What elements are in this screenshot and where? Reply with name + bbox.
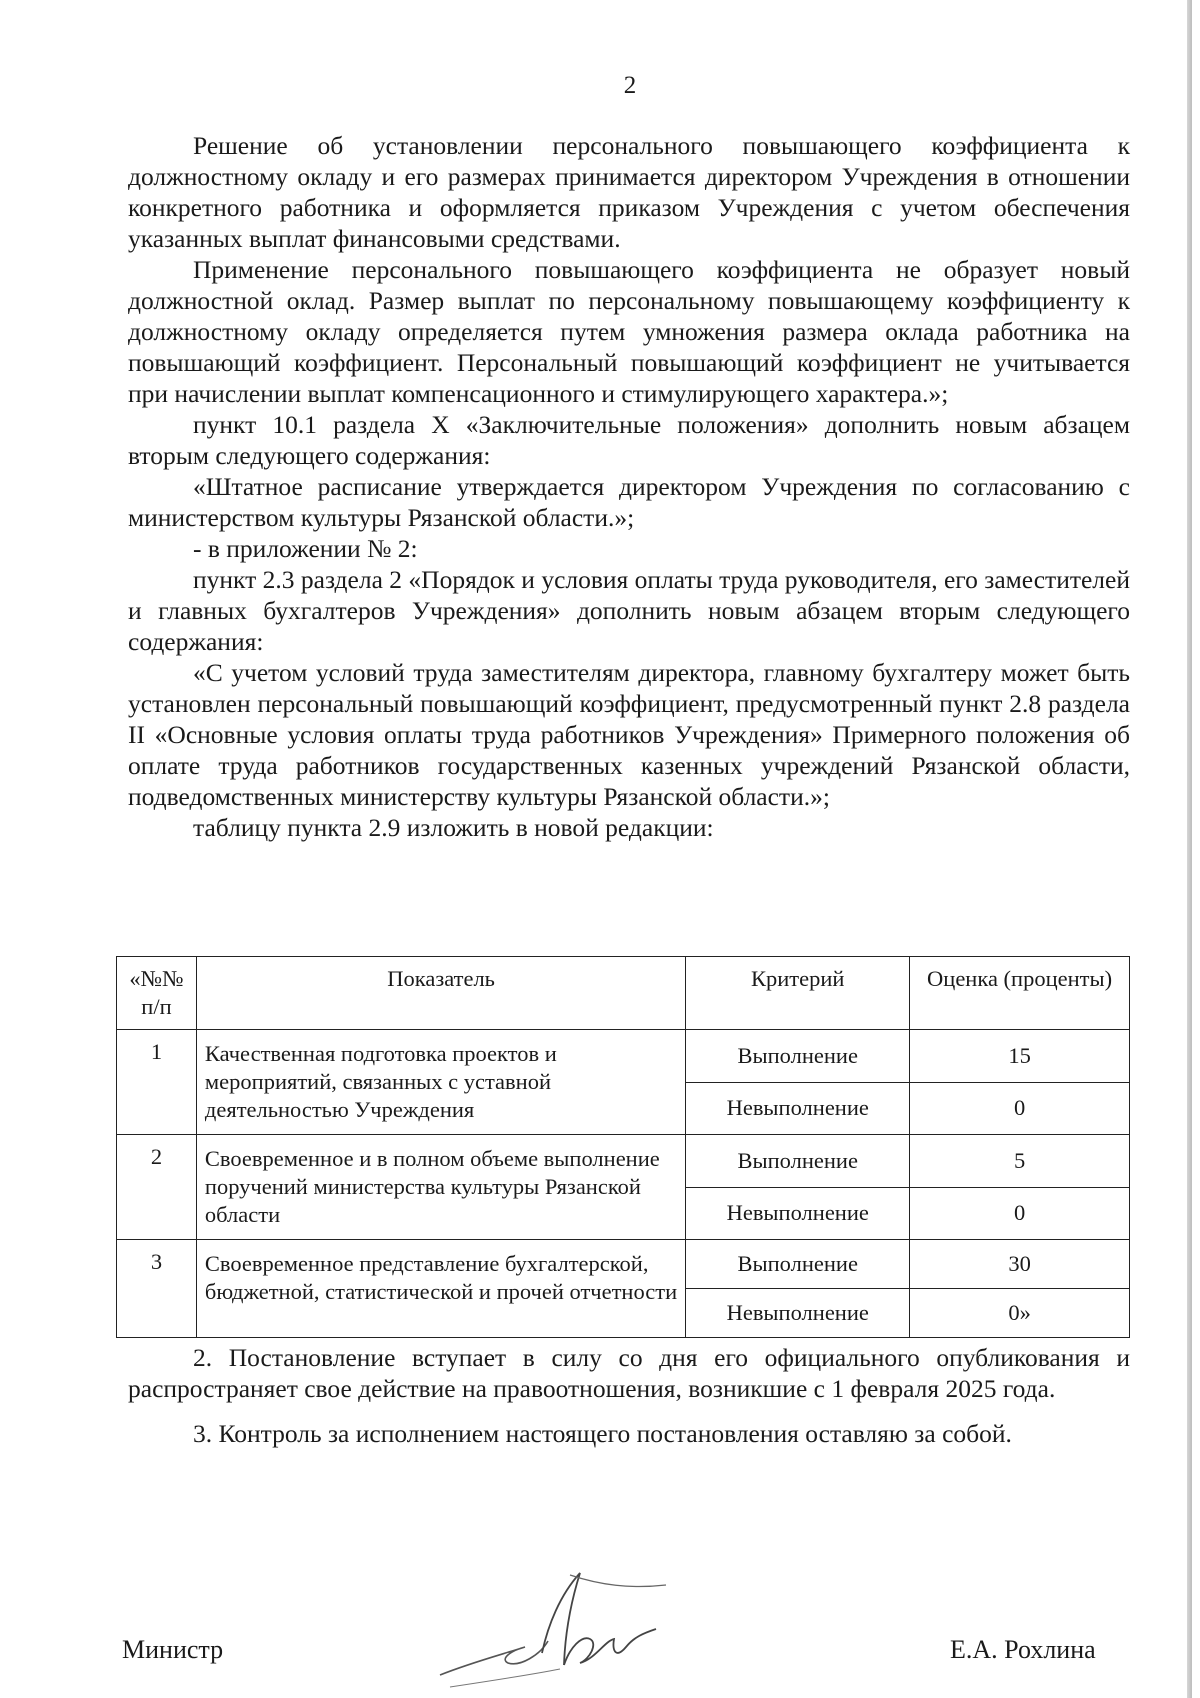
row-num: 1 [117,1030,197,1135]
table-row [117,1135,1130,1188]
paragraph: «Штатное расписание утверждается директором Учреждения по согласованию с министерством культуры Рязанской области.»; [128,472,1130,532]
row-score: 0 [910,1187,1130,1240]
header-score: Оценка (проценты) [910,957,1130,1030]
page-number: 2 [623,72,637,99]
row-criterion: Выполнение [686,1240,910,1289]
paragraph: пункт 2.3 раздела 2 «Порядок и условия оплаты труда руководителя, его заместителей и главных бухгалтеров Учреждения» дополнить новым абзацем вторым следующего содержания: [128,565,1130,656]
row-criterion: Выполнение [686,1135,910,1188]
row-score: 15 [910,1030,1130,1083]
signature-role: Министр [122,1635,224,1664]
row-criterion: Невыполнение [686,1082,910,1135]
header-num: «№№ п/п [117,957,197,1030]
row-criterion: Выполнение [686,1030,910,1083]
row-indicator: Качественная подготовка проектов и мероприятий, связанных с уставной деятельностью Учреждения [196,1030,685,1135]
paragraph: - в приложении № 2: [193,534,418,563]
paragraph: таблицу пункта 2.9 изложить в новой редакции: [193,813,714,842]
row-score: 0» [910,1289,1130,1338]
row-indicator: Своевременное представление бухгалтерской, бюджетной, статистической и прочей отчетности [196,1240,685,1338]
paragraph: Применение персонального повышающего коэффициента не образует новый должностной оклад. Размер выплат по персональному повышающему коэффициенту к должностному окладу определяется путем умножения размера оклада работника на повышающий коэффициент. Персональный повышающий коэффициент не учитывается при начислении выплат компенсационного и стимулирующего характера.»; [128,255,1130,408]
row-indicator: Своевременное и в полном объеме выполнение поручений министерства культуры Рязанской области [196,1135,685,1240]
table-row [117,1240,1130,1289]
page-edge [1187,0,1192,1698]
paragraph: пункт 10.1 раздела X «Заключительные положения» дополнить новым абзацем вторым следующего содержания: [128,410,1130,470]
header-criterion: Критерий [686,957,910,1030]
indicators-table [116,956,1130,1338]
row-score: 30 [910,1240,1130,1289]
row-criterion: Невыполнение [686,1187,910,1240]
row-score: 0 [910,1082,1130,1135]
closing-paragraph: 2. Постановление вступает в силу со дня его официального опубликования и распространяет свое действие на правоотношения, возникшие с 1 февраля 2025 года. [128,1343,1130,1403]
closing-paragraph: 3. Контроль за исполнением настоящего постановления оставляю за собой. [193,1419,1012,1448]
paragraph: «С учетом условий труда заместителям директора, главному бухгалтеру может быть установлен персональный повышающий коэффициент, предусмотренный пункт 2.8 раздела II «Основные условия оплаты труда работников Учреждения» Примерного положения об оплате труда работников государственных казенных учреждений Рязанской области, подведомственных министерству культуры Рязанской области.»; [128,658,1130,811]
row-num: 3 [117,1240,197,1338]
row-criterion: Невыполнение [686,1289,910,1338]
closing-text [128,1342,1130,1449]
body-text [128,130,1130,843]
table-row [117,1030,1130,1083]
signature-name: Е.А. Рохлина [950,1635,1096,1664]
row-num: 2 [117,1135,197,1240]
row-score: 5 [910,1135,1130,1188]
header-indicator: Показатель [196,957,685,1030]
indicators-table-wrapper [116,956,1130,1338]
table-header-row [117,957,1130,1030]
paragraph: Решение об установлении персонального повышающего коэффициента к должностному окладу и его размерах принимается директором Учреждения в отношении конкретного работника и оформляется приказом Учреждения с учетом обеспечения указанных выплат финансовыми средствами. [128,131,1130,253]
handwritten-signature [430,1555,690,1695]
